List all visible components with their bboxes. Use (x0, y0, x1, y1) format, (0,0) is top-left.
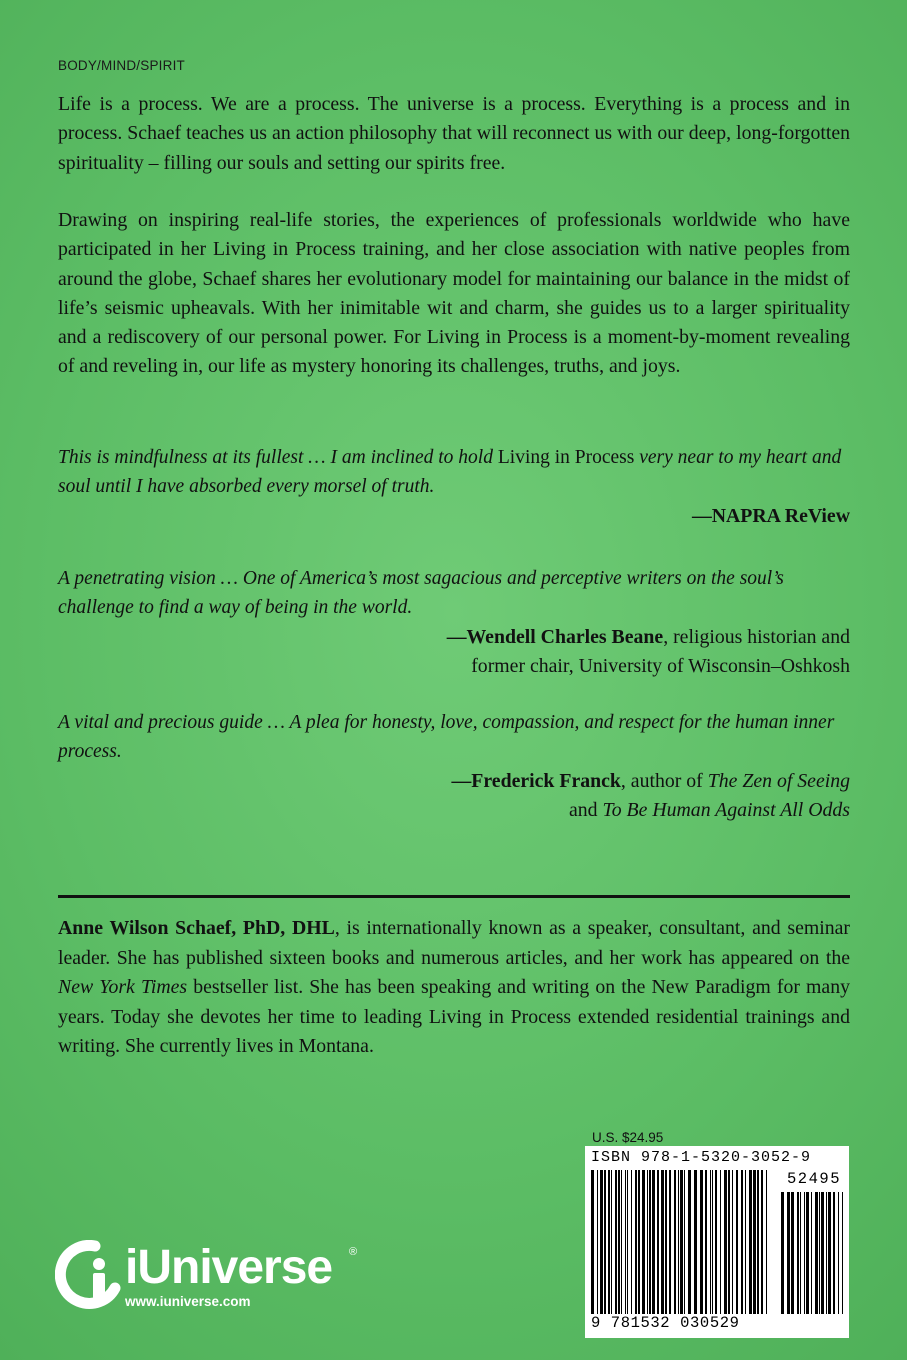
review-role-2a: , religious historian and (663, 626, 850, 648)
barcode-bar (635, 1170, 637, 1314)
barcode-bar (797, 1192, 799, 1314)
barcode-bar (791, 1192, 794, 1314)
barcode-bar (652, 1170, 655, 1314)
review-quote-1-title: Living in Process (497, 447, 635, 468)
bio-publication: New York Times (58, 976, 188, 998)
barcode-bar (819, 1192, 820, 1314)
barcode-bar (811, 1192, 812, 1314)
addon-bars (781, 1192, 843, 1314)
barcode-bar (800, 1192, 801, 1314)
description-paragraph-1: Life is a process. We are a process. The universe is a process. Everything is a process and in process. Schaef teaches us an action philosophy that will reconnect us with our deep, long-forgotten spirituality – filling our souls and setting our spirits free. (58, 93, 850, 174)
barcode-bar (678, 1170, 679, 1314)
barcode-bar (700, 1170, 703, 1314)
barcode-bar (665, 1170, 667, 1314)
review-role-3: , author of (620, 770, 708, 792)
barcode-bar (732, 1170, 733, 1314)
ean-digits: 9 781532 030529 (591, 1314, 740, 1332)
barcode-bar (621, 1170, 622, 1314)
barcode-bar (806, 1192, 809, 1314)
barcode-bar (647, 1170, 648, 1314)
publisher-logo (55, 1238, 375, 1328)
barcode-bar (611, 1170, 612, 1314)
barcode-bar (710, 1170, 711, 1314)
barcode-bar (669, 1170, 671, 1314)
review-quote-1-part1: This is mindfulness at its fullest … I am inclined to hold (58, 447, 498, 468)
publisher-name: iUniverse (125, 1241, 333, 1294)
barcode-bar (608, 1170, 610, 1314)
review-quote-3: A vital and precious guide … A plea for honesty, love, compassion, and respect for the human inner process. (58, 712, 835, 762)
review-attribution-2 (447, 623, 850, 681)
barcode-bar (712, 1170, 713, 1314)
barcode-bar (838, 1192, 839, 1314)
registered-mark: ® (349, 1246, 358, 1258)
barcode-bar (749, 1170, 752, 1314)
barcode-bar (627, 1170, 628, 1314)
barcode-bar (720, 1170, 721, 1314)
bio-text-1: , is internationally known as a speaker, consultant, and seminar leader. She has published sixteen books and numerous articles, and her work has appeared on the (58, 917, 850, 969)
barcode-bar (804, 1192, 805, 1314)
barcode-bar (757, 1170, 759, 1314)
barcode-bar (842, 1192, 843, 1314)
review-quote-2: A penetrating vision … One of America’s most sagacious and perceptive writers on the soul’s challenge to find a way of being in the world. (58, 568, 784, 618)
barcode-bar (766, 1170, 767, 1314)
review-attribution-1: —NAPRA ReView (691, 505, 850, 527)
publisher-url: www.iuniverse.com (125, 1294, 251, 1309)
barcode-bar (815, 1192, 818, 1314)
section-divider (58, 895, 850, 898)
review-role-2b: former chair, University of Wisconsin–Oshkosh (471, 655, 850, 677)
review-author-3: —Frederick Franck (451, 770, 621, 792)
review-book-2: To Be Human Against All Odds (602, 799, 850, 821)
review-quote-1 (58, 443, 850, 501)
barcode-bar (597, 1170, 598, 1314)
barcode-bar (615, 1170, 617, 1314)
barcode-bar (661, 1170, 664, 1314)
barcode-bar (828, 1192, 831, 1314)
barcode-bar (787, 1192, 790, 1314)
barcode-bar (833, 1192, 835, 1314)
publisher-logo-icon (55, 1240, 125, 1310)
review-book-1: The Zen of Seeing (707, 770, 850, 792)
barcode-bar (625, 1170, 626, 1314)
barcode-bar (688, 1170, 691, 1314)
author-bio (58, 914, 850, 1062)
barcode-bar (736, 1170, 738, 1314)
barcode-bar (694, 1170, 697, 1314)
author-name: Anne Wilson Schaef, PhD, DHL (58, 917, 335, 939)
barcode-bar (684, 1170, 685, 1314)
barcode-bar (600, 1170, 603, 1314)
category-label: BODY/MIND/SPIRIT (58, 58, 185, 73)
barcode-bar (826, 1192, 827, 1314)
barcode-bar (657, 1170, 659, 1314)
barcode-bar (761, 1170, 763, 1314)
barcode (585, 1146, 849, 1338)
barcode-bar (753, 1170, 756, 1314)
review-attribution-3 (452, 767, 850, 825)
barcode-bar (680, 1170, 683, 1314)
review-and: and (569, 799, 603, 821)
barcode-bar (781, 1192, 784, 1314)
review-quote-1-part2: very near to my heart and soul until I have absorbed every morsel of truth. (58, 447, 842, 497)
barcode-bar (715, 1170, 717, 1314)
barcode-bar (591, 1170, 594, 1314)
barcode-bar (724, 1170, 727, 1314)
barcode-bar (745, 1170, 746, 1314)
review-author-2: —Wendell Charles Beane (446, 626, 664, 648)
barcode-bar (728, 1170, 730, 1314)
barcode-bar (741, 1170, 743, 1314)
bio-text-2: bestseller list. She has been speaking and writing on the New Paradigm for many years. Today she devotes her time to leading Living in Process extended residential trainings and writing. She currently lives in Montana. (58, 976, 850, 1057)
barcode-bar (631, 1170, 632, 1314)
isbn-label: ISBN 978-1-5320-3052-9 (591, 1149, 812, 1166)
barcode-bar (638, 1170, 640, 1314)
ean-bars (591, 1170, 767, 1314)
description-paragraph-2: Drawing on inspiring real-life stories, the experiences of professionals worldwide who have participated in her Living in Process training, and her close association with native peoples from around the globe, Schaef shares her evolutionary model for maintaining our balance in the midst of life’s seismic upheavals. With her inimitable wit and charm, she guides us to a larger spirituality and a rediscovery of our personal power. For Living in Process is a moment-by-moment revealing of and reveling in, our life as mystery honoring its challenges, truths, and joys. (58, 209, 850, 378)
barcode-bar (618, 1170, 620, 1314)
barcode-bar (821, 1192, 824, 1314)
barcode-bar (642, 1170, 645, 1314)
barcode-bar (705, 1170, 707, 1314)
barcode-bar (649, 1170, 651, 1314)
addon-digits: 52495 (786, 1170, 841, 1188)
price-label: U.S. $24.95 (592, 1130, 664, 1145)
barcode-bar (674, 1170, 676, 1314)
barcode-bar (604, 1170, 606, 1314)
